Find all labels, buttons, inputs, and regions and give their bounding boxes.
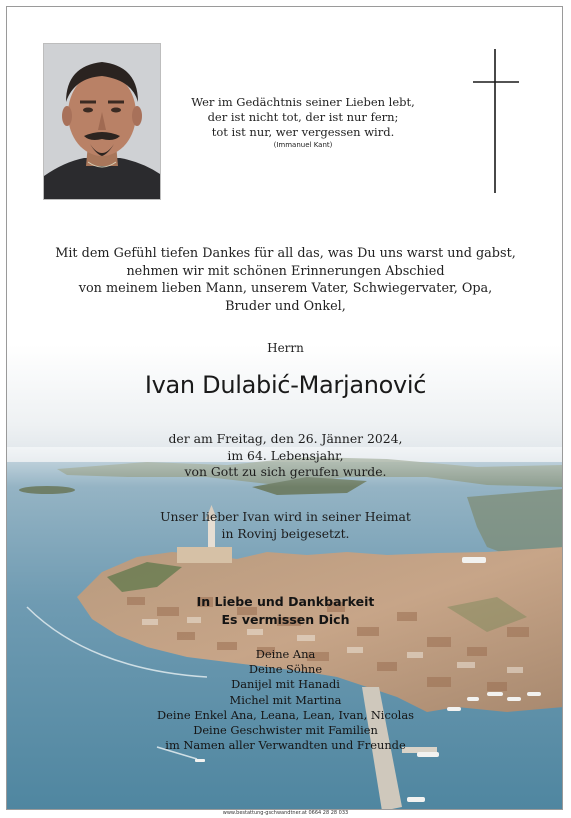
death-line: im 64. Lebensjahr, [227,447,344,463]
mourner-entry: Deine Enkel Ana, Leana, Lean, Ivan, Nicolas [157,707,414,722]
intro-line: nehmen wir mit schönen Erinnerungen Abschied [126,263,445,279]
cross-icon [473,49,521,193]
mourner-entry: Danijel mit Hanadi [231,677,340,692]
death-line: von Gott zu sich gerufen wurde. [184,464,387,479]
quote-line: tot ist nur, wer vergessen wird. [211,125,395,139]
death-notice [7,431,563,481]
farewell-line: In Liebe und Dankbarkeit [196,594,375,609]
mourner-entry: Deine Geschwister mit Familien [193,723,378,738]
death-line: der am Freitag, den 26. Jänner 2024, [168,431,403,446]
mourner-entry: im Namen aller Verwandten und Freunde [165,738,406,753]
intro-line: Mit dem Gefühl tiefen Dankes für all das, was Du uns warst und gabst, [55,246,516,261]
burial-line: Unser lieber Ivan wird in seiner Heimat [160,509,411,524]
quote-author: (Immanuel Kant) [273,141,333,149]
mourners-list [7,647,563,753]
intro-text [37,245,534,315]
mourner-entry: Deine Söhne [248,662,323,677]
intro-line: von meinem lieben Mann, unserem Vater, Schwiegervater, Opa, [78,281,493,296]
quote-line: Wer im Gedächtnis seiner Lieben lebt, [191,95,415,109]
burial-line: in Rovinj beigesetzt. [221,525,350,541]
obituary-card [6,6,563,810]
footer-contact: www.bestattung-gschwandtner.at 0664 28 28 033 [222,810,349,816]
mourner-entry: Michel mit Martina [229,692,342,707]
portrait-photo [43,43,161,200]
mourner-entry: Deine Ana [255,647,316,661]
salutation: Herrn [267,341,304,355]
farewell-line: Es vermissen Dich [221,611,350,627]
deceased-name: Ivan Dulabić-Marjanović [144,371,427,399]
memorial-quote [183,95,423,151]
burial-notice [7,509,563,542]
farewell-heading [7,593,563,628]
intro-line: Bruder und Onkel, [225,298,346,314]
quote-line: der ist nicht tot, der ist nur fern; [207,110,399,124]
